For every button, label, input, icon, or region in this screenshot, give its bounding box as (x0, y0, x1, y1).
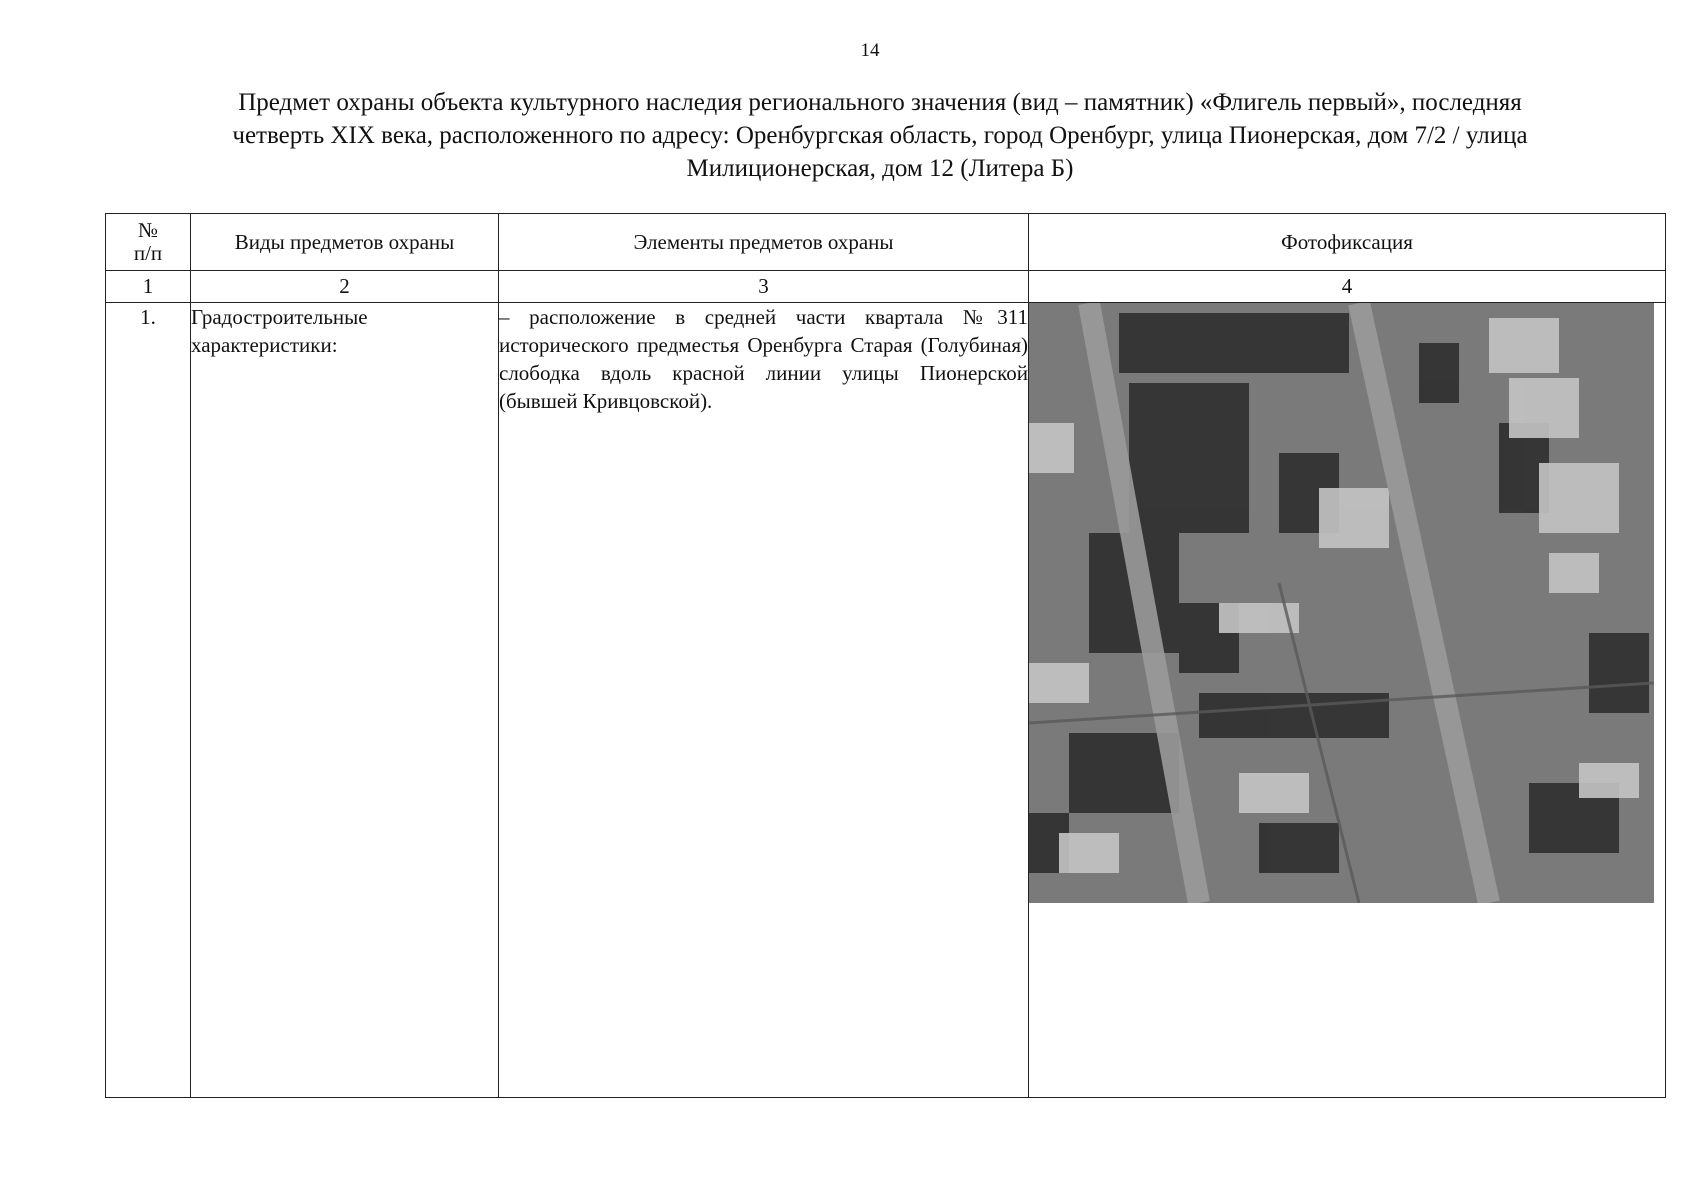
table-header-row (106, 214, 1666, 271)
aerial-photo (1029, 303, 1654, 903)
document-title (130, 86, 1630, 185)
protection-table (105, 213, 1666, 1098)
title-line-3: Милиционерская, дом 12 (Литера Б) (686, 155, 1074, 182)
header-kinds: Виды предметов охраны (191, 214, 499, 271)
row-elements: – расположение в средней части квартала №311 исторического предместья Оренбурга Старая (Голубиная) слободка вдоль красной линии улицы Пионерской (бывшей Кривцовской). (499, 303, 1029, 1098)
row-number: 1. (106, 303, 191, 1098)
page-number: 14 (860, 40, 880, 61)
column-number-row (106, 271, 1666, 303)
column-number: 2 (191, 271, 499, 303)
header-number (106, 214, 191, 271)
column-number: 1 (106, 271, 191, 303)
column-number: 4 (1029, 271, 1666, 303)
title-line-1: Предмет охраны объекта культурного наследия регионального значения (вид – памятник) «Флигель первый», последняя (238, 89, 1522, 116)
header-elements: Элементы предметов охраны (499, 214, 1029, 271)
header-number-abbr: п/п (133, 241, 163, 265)
photo-cell (1029, 303, 1666, 1098)
column-number: 3 (499, 271, 1029, 303)
table-row (106, 303, 1666, 1098)
header-photo: Фотофиксация (1029, 214, 1666, 271)
title-line-2: четверть XIX века, расположенного по адресу: Оренбургская область, город Оренбург, улица Пионерская, дом 7/2 / улица (232, 122, 1528, 149)
header-number-sign: № (137, 218, 159, 242)
row-kind: Градостроительные характеристики: (191, 303, 499, 1098)
